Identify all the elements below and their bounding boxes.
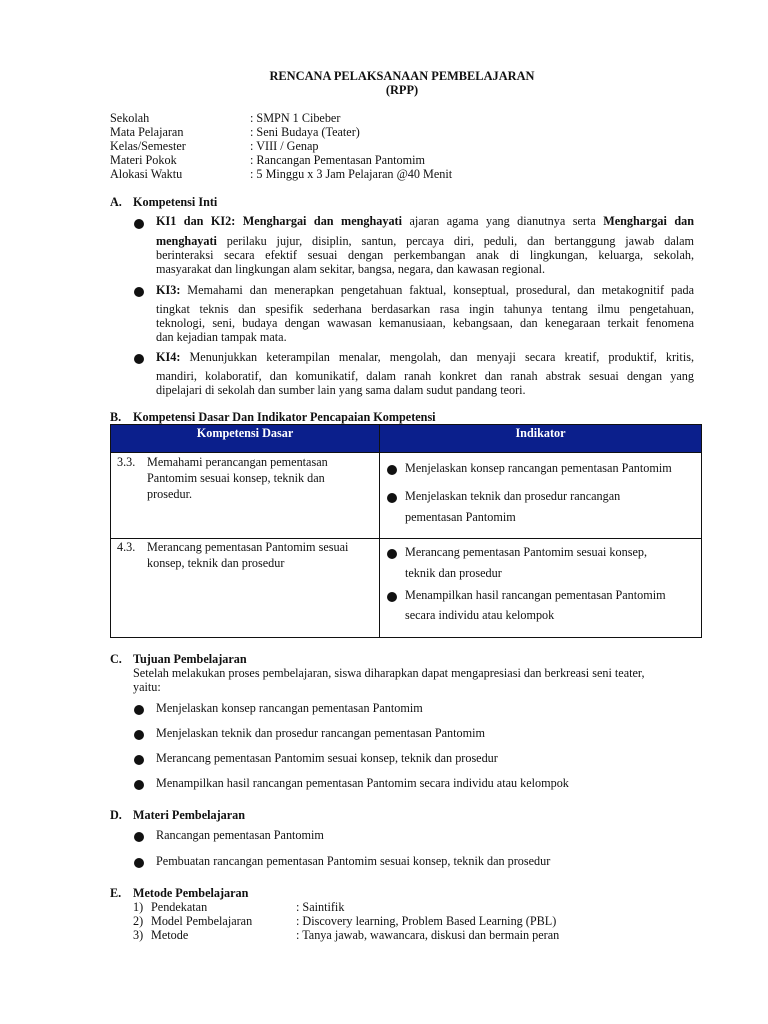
- identity-value: : Rancangan Pementasan Pantomim: [250, 153, 425, 167]
- list-number: 1): [133, 900, 144, 914]
- indikator-text: Merancang pementasan Pantomim sesuai konsep,: [405, 545, 647, 559]
- section-e-title: Metode Pembelajaran: [133, 886, 249, 900]
- ki3-line3: teknologi, seni, budaya dengan wawasan kemanusiaan, kebangsaan, dan kenegaraan terkait fenomena: [156, 316, 694, 330]
- identity-value: : 5 Minggu x 3 Jam Pelajaran @40 Menit: [250, 167, 453, 181]
- bullet-icon: [134, 287, 144, 297]
- kd-text: Pantomim sesuai konsep, teknik dan: [147, 471, 325, 485]
- identity-label: Kelas/Semester: [110, 139, 186, 153]
- list-item: Menjelaskan teknik dan prosedur rancangan pementasan Pantomim: [156, 726, 485, 740]
- kd-text: Memahami perancangan pementasan: [147, 455, 328, 469]
- document-title: RENCANA PELAKSANAAN PEMBELAJARAN: [269, 69, 535, 83]
- section-c-title: Tujuan Pembelajaran: [133, 652, 247, 666]
- section-c-letter: C.: [110, 652, 122, 666]
- list-item: Rancangan pementasan Pantomim: [156, 828, 324, 842]
- bullet-icon: [134, 705, 144, 715]
- section-c-intro: Setelah melakukan proses pembelajaran, siswa diharapkan dapat mengapresiasi dan berkreasi seni teater,: [133, 666, 645, 680]
- ki3-line1: KI3: Memahami dan menerapkan pengetahuan faktual, konseptual, prosedural, dan metakognitif pada: [156, 283, 694, 297]
- section-d-letter: D.: [110, 808, 122, 822]
- list-item: Menampilkan hasil rancangan pementasan Pantomim secara individu atau kelompok: [156, 776, 569, 790]
- bullet-icon: [387, 549, 397, 559]
- ki3-line4: dan kejadian tampak mata.: [156, 330, 287, 344]
- identity-value: : SMPN 1 Cibeber: [250, 111, 341, 125]
- kd-number: 4.3.: [117, 540, 136, 554]
- method-label: Metode: [151, 928, 189, 942]
- indikator-text: secara individu atau kelompok: [405, 608, 555, 622]
- bullet-icon: [387, 465, 397, 475]
- kd-number: 3.3.: [117, 455, 136, 469]
- list-number: 2): [133, 914, 144, 928]
- ki4-line1: KI4: Menunjukkan keterampilan menalar, mengolah, dan menyaji secara kreatif, produktif, kritis,: [156, 350, 694, 364]
- identity-label: Sekolah: [110, 111, 150, 125]
- table-header-indikator: Indikator: [379, 424, 702, 453]
- ki1-line3: berinteraksi secara efektif sesuai dengan perkembangan anak di lingkungan, keluarga, sekolah,: [156, 248, 694, 262]
- indikator-text: Menjelaskan konsep rancangan pementasan Pantomim: [405, 461, 672, 475]
- bullet-icon: [134, 832, 144, 842]
- section-b-letter: B.: [110, 410, 122, 424]
- section-a-letter: A.: [110, 195, 122, 209]
- list-number: 3): [133, 928, 144, 942]
- method-label: Model Pembelajaran: [151, 914, 253, 928]
- section-a-title: Kompetensi Inti: [133, 195, 218, 209]
- bullet-icon: [134, 780, 144, 790]
- kd-text: Merancang pementasan Pantomim sesuai: [147, 540, 349, 554]
- method-value: : Saintifik: [296, 900, 345, 914]
- table-header-kd: Kompetensi Dasar: [110, 424, 380, 453]
- ki1-line1: KI1 dan KI2: Menghargai dan menghayati ajaran agama yang dianutnya serta Menghargai dan: [156, 214, 694, 228]
- indikator-text: Menampilkan hasil rancangan pementasan Pantomim: [405, 588, 666, 602]
- ki4-line2: mandiri, kolaboratif, dan komunikatif, dalam ranah konkret dan ranah abstrak sesuai dengan yang: [156, 369, 694, 383]
- indikator-text: teknik dan prosedur: [405, 566, 502, 580]
- list-item: Merancang pementasan Pantomim sesuai konsep, teknik dan prosedur: [156, 751, 498, 765]
- document-subtitle: (RPP): [385, 83, 419, 97]
- bullet-icon: [134, 755, 144, 765]
- section-e-letter: E.: [110, 886, 122, 900]
- ki1-line2: menghayati perilaku jujur, disiplin, santun, percaya diri, peduli, dan bertanggung jawab dalam: [156, 234, 694, 248]
- bullet-icon: [134, 858, 144, 868]
- kd-text: konsep, teknik dan prosedur: [147, 556, 285, 570]
- section-b-title: Kompetensi Dasar Dan Indikator Pencapaian Kompetensi: [133, 410, 436, 424]
- bullet-icon: [134, 354, 144, 364]
- bullet-icon: [387, 493, 397, 503]
- ki1-line4: masyarakat dan lingkungan alam sekitar, bangsa, negara, dan kawasan regional.: [156, 262, 546, 276]
- section-d-title: Materi Pembelajaran: [133, 808, 246, 822]
- identity-value: : VIII / Genap: [250, 139, 319, 153]
- indikator-text: pementasan Pantomim: [405, 510, 516, 524]
- method-value: : Tanya jawab, wawancara, diskusi dan bermain peran: [296, 928, 560, 942]
- list-item: Pembuatan rancangan pementasan Pantomim sesuai konsep, teknik dan prosedur: [156, 854, 551, 868]
- identity-label: Materi Pokok: [110, 153, 177, 167]
- bullet-icon: [134, 219, 144, 229]
- section-c-intro: yaitu:: [133, 680, 161, 694]
- list-item: Menjelaskan konsep rancangan pementasan Pantomim: [156, 701, 423, 715]
- kd-text: prosedur.: [147, 487, 193, 501]
- identity-value: : Seni Budaya (Teater): [250, 125, 360, 139]
- method-label: Pendekatan: [151, 900, 208, 914]
- identity-label: Alokasi Waktu: [110, 167, 183, 181]
- method-value: : Discovery learning, Problem Based Learning (PBL): [296, 914, 557, 928]
- identity-label: Mata Pelajaran: [110, 125, 184, 139]
- bullet-icon: [134, 730, 144, 740]
- ki3-line2: tingkat teknis dan spesifik sederhana berdasarkan rasa ingin tahunya tentang ilmu pengetahuan,: [156, 302, 694, 316]
- ki4-line3: dipelajari di sekolah dan sumber lain yang sama dalam sudut pandang teori.: [156, 383, 526, 397]
- indikator-text: Menjelaskan teknik dan prosedur rancangan: [405, 489, 621, 503]
- bullet-icon: [387, 592, 397, 602]
